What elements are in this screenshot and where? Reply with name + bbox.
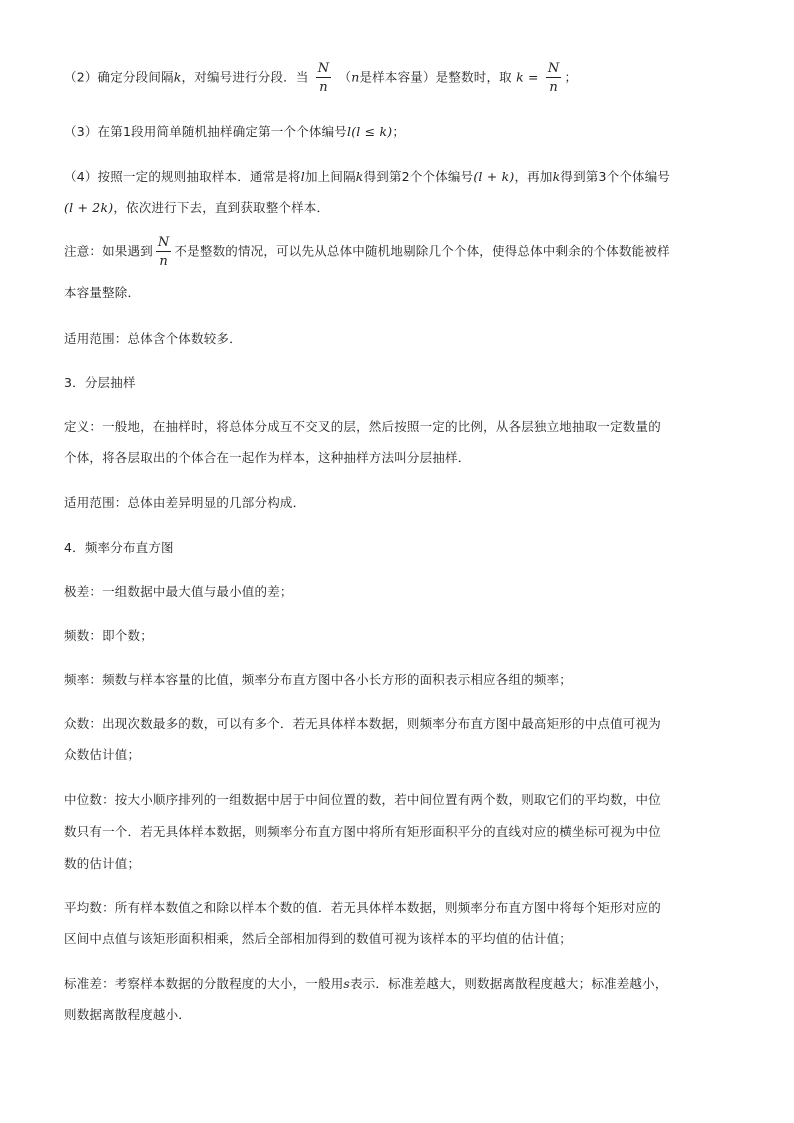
frequency-rate-definition: 频率：频数与样本容量的比值，频率分布直方图中各小长方形的面积表示相应各组的频率；	[64, 672, 573, 687]
step-2-text-3: 是样本容量）是整数时，取	[359, 69, 512, 85]
definition-line-2: 个体，将各层取出的个体合在一起作为样本，这种抽样方法叫分层抽样．	[64, 450, 471, 465]
definition-line-1: 定义：一般地，在抽样时，将总体分成互不交叉的层，然后按照一定的比例，从各层独立地抽取一定数量的	[64, 419, 661, 434]
step-2-paren: （	[338, 69, 352, 85]
step-4-text-2: 加上间隔	[304, 169, 356, 184]
frequency-count-definition: 频数：即个数；	[64, 628, 153, 643]
step-4-text: （4）按照一定的规则抽取样本．通常是将	[64, 169, 301, 184]
median-line-3: 数的估计值；	[64, 856, 141, 871]
fraction-numerator: N	[317, 61, 330, 76]
step-4-text-6: ，依次进行下去，直到获取整个样本．	[113, 200, 330, 215]
math-k: k	[355, 169, 364, 184]
step-4-text-3: 得到第2个个体编号	[363, 169, 474, 184]
std-line-2: 则数据离散程度越小．	[64, 1007, 192, 1022]
median-line-2: 数只有一个．若无具体样本数据，则频率分布直方图中将所有矩形面积平分的直线对应的横坐标可视为中位	[64, 824, 661, 839]
scope-systematic: 适用范围：总体含个体数较多．	[64, 331, 242, 346]
step-2-end: ；	[564, 69, 578, 85]
fraction-n-over-n-note	[156, 236, 172, 268]
heading-stratified-sampling: 3．分层抽样	[64, 375, 136, 390]
median-line-1: 中位数：按大小顺序排列的一组数据中居于中间位置的数，若中间位置有两个数，则取它们的平均数，中位	[64, 792, 661, 807]
math-l-le-k: l(l ≤ k)	[347, 124, 393, 139]
mean-line-2: 区间中点值与该矩形面积相乘，然后全部相加得到的数值可视为该样本的平均值的估计值；	[64, 931, 573, 946]
mean-line-1: 平均数：所有样本数值之和除以样本个数的值．若无具体样本数据，则频率分布直方图中将每个矩形对应的	[64, 900, 661, 915]
note-line-2: 本容量整除．	[64, 285, 141, 300]
scope-stratified: 适用范围：总体由差异明显的几部分构成．	[64, 495, 306, 510]
std-line-1	[64, 974, 668, 992]
step-2-line	[64, 62, 577, 94]
std-text-2: 表示．标准差越大，则数据离散程度越大；标准差越小，	[350, 976, 668, 991]
mode-line-2: 众数估计值；	[64, 747, 141, 762]
note-text: 注意：如果遇到	[64, 243, 153, 259]
step-4-line-1	[64, 167, 670, 185]
math-l-plus-2k: (l + 2k)	[64, 200, 114, 215]
math-k: k	[552, 169, 561, 184]
step-3-line	[64, 122, 405, 140]
mode-line-1: 众数：出现次数最多的数，可以有多个．若无具体样本数据，则频率分布直方图中最高矩形的中点值可视为	[64, 716, 661, 731]
math-n: n	[351, 69, 360, 85]
step-3-text: （3）在第1段用简单随机抽样确定第一个个体编号	[64, 124, 348, 139]
heading-frequency-histogram: 4．频率分布直方图	[64, 540, 174, 555]
step-2-text: （2）确定分段间隔	[64, 69, 174, 85]
range-definition: 极差：一组数据中最大值与最小值的差；	[64, 584, 293, 599]
math-k: k	[173, 69, 182, 85]
note-line-1	[64, 236, 670, 268]
step-4-text-4: ，再加	[514, 169, 553, 184]
fraction-n-over-n-2	[546, 62, 562, 94]
fraction-denominator: n	[549, 80, 558, 95]
fraction-numerator: N	[547, 61, 560, 76]
math-l-plus-k: (l + k)	[473, 169, 515, 184]
math-l: l	[300, 169, 305, 184]
step-4-text-5: 得到第3个个体编号	[560, 169, 671, 184]
fraction-denominator: n	[159, 254, 168, 269]
step-2-text-2: ，对编号进行分段．当	[181, 69, 309, 85]
std-text: 标准差：考察样本数据的分散程度的大小，一般用	[64, 976, 344, 991]
fraction-n-over-n	[316, 62, 332, 94]
step-4-line-2	[64, 198, 329, 216]
note-text-2: 不是整数的情况，可以先从总体中随机地剔除几个个体，使得总体中剩余的个体数能被样	[174, 243, 670, 259]
math-k-equals: k =	[516, 69, 539, 85]
fraction-numerator: N	[157, 235, 170, 250]
math-s: s	[343, 976, 351, 991]
step-3-end: ；	[392, 124, 406, 139]
fraction-denominator: n	[319, 80, 328, 95]
